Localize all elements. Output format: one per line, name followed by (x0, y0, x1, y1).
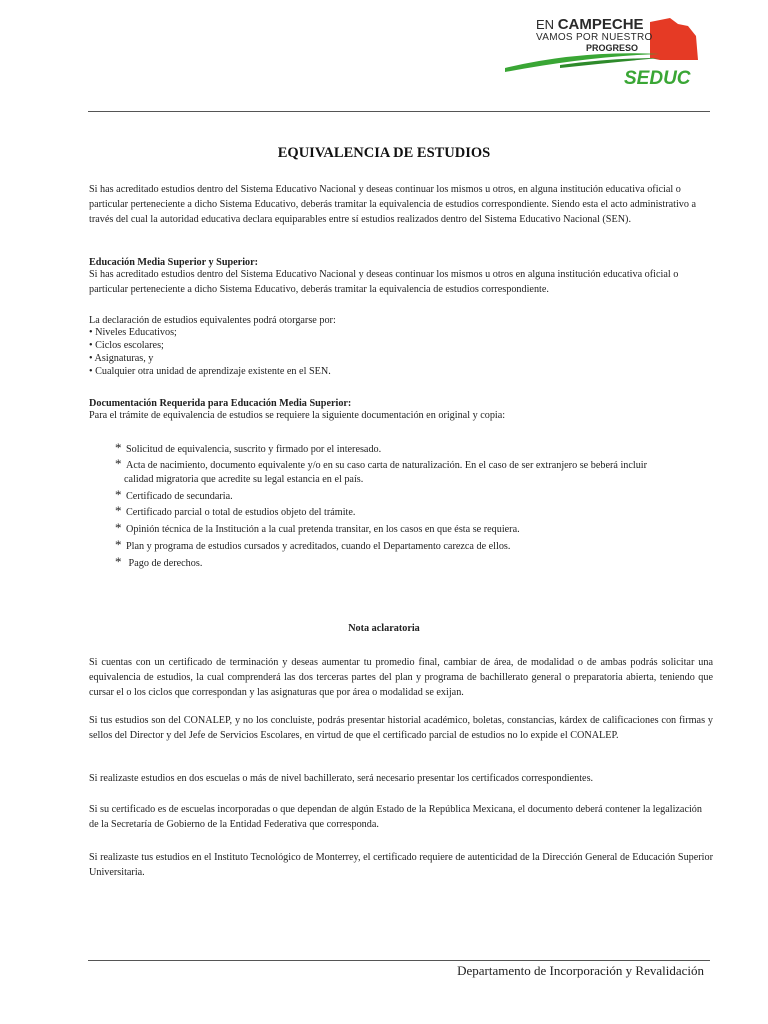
footer-divider (88, 960, 710, 961)
header-divider (88, 111, 710, 112)
asterisk-icon: * (115, 520, 122, 535)
nota-paragraph: Si realizaste tus estudios en el Instituto Tecnológico de Monterrey, el certificado requiere de autenticidad de la Dirección General de Educación Superior Universitaria. (89, 852, 713, 878)
nota-paragraph: Si cuentas con un certificado de terminación y deseas aumentar tu promedio final, cambiar de área, de modalidad o de ambas podrás solicitar una equivalencia de estudios, la cual comprenderá las dos terceras partes del plan y programa de bachillerato general o preparatoria abierta, teniendo que cursar el o los ciclos que correspondan y las asignaturas que por área o modalidad se exijan. (89, 657, 713, 698)
asterisk-icon: * (115, 554, 122, 569)
asterisk-icon: * (115, 456, 122, 471)
declaration-item: • Cualquier otra unidad de aprendizaje existente en el SEN. (89, 366, 331, 377)
list-item: * Acta de nacimiento, documento equivalente y/o en su caso carta de naturalización. En el caso de ser extranjero se beberá incluir (115, 456, 648, 471)
declaration-item: • Niveles Educativos; (89, 327, 177, 338)
list-item: * Plan y programa de estudios cursados y acreditados, cuando el Departamento carezca de ellos. (115, 537, 511, 552)
section1-text: Si has acreditado estudios dentro del Sistema Educativo Nacional y deseas continuar los mismos u otros en alguna institución educativa oficial o particular perteneciente a dicho Sistema Educativo, deberás tramitar la equivalencia de estudios correspondiente. (89, 269, 679, 295)
asterisk-icon: * (115, 487, 122, 502)
campeche-seduc-logo (500, 10, 715, 92)
nota-paragraph: Si realizaste estudios en dos escuelas o más de nivel bachillerato, será necesario presentar los certificados correspondientes. (89, 773, 594, 784)
list-item: * Certificado de secundaria. (115, 487, 233, 502)
asterisk-icon: * (115, 537, 122, 552)
list-item: * Opinión técnica de la Institución a la cual pretenda transitar, en los casos en que ésta se requiera. (115, 520, 520, 535)
asterisk-icon: * (115, 503, 122, 518)
logo-line3: PROGRESO (586, 43, 639, 53)
list-item-continuation: calidad migratoria que acredite su legal estancia en el país. (124, 474, 364, 485)
logo-line1: EN CAMPECHE (536, 16, 644, 33)
nota-paragraph: Si su certificado es de escuelas incorporadas o que dependan de algún Estado de la República Mexicana, el documento deberá contener la legalización de la Secretaría de Gobierno de la Entidad Federativa que corresponda. (89, 804, 702, 830)
declaration-item: • Ciclos escolares; (89, 340, 164, 351)
nota-paragraph: Si tus estudios son del CONALEP, y no los concluiste, podrás presentar historial académico, boletas, constancias, kárdex de calificaciones con firmas y sellos del Director y del Jefe de Servicios Escolares, en virtud de que el certificado parcial de estudios no lo expide el CONALEP. (89, 715, 713, 741)
list-item: * Certificado parcial o total de estudios objeto del trámite. (115, 503, 356, 518)
list-item: * Pago de derechos. (115, 554, 203, 569)
intro-paragraph: Si has acreditado estudios dentro del Sistema Educativo Nacional y deseas continuar los mismos u otros, en alguna institución educativa oficial o particular perteneciente a dicho Sistema Educativo, deberás tramitar la equivalencia de estudios correspondiente. Siendo esta el acto administrativo a través del cual la autoridad educativa declara equiparables entre sí estudios realizados dentro del Sistema Educativo Nacional (SEN). (89, 184, 697, 225)
declaration-item: • Asignaturas, y (89, 353, 154, 364)
footer-department: Departamento de Incorporación y Revalidación (457, 963, 704, 978)
state-shape-icon (650, 18, 698, 60)
nota-heading: Nota aclaratoria (348, 623, 420, 634)
declaration-lead: La declaración de estudios equivalentes podrá otorgarse por: (89, 315, 336, 326)
section2-heading: Documentación Requerida para Educación Media Superior: (89, 398, 352, 409)
page-title: EQUIVALENCIA DE ESTUDIOS (277, 145, 491, 161)
logo-line2: VAMOS POR NUESTRO (536, 32, 653, 43)
asterisk-icon: * (115, 440, 122, 455)
section1-heading: Educación Media Superior y Superior: (89, 257, 259, 268)
logo-seduc: SEDUC (624, 68, 691, 89)
section2-text: Para el trámite de equivalencia de estudios se requiere la siguiente documentación en original y copia: (89, 410, 506, 421)
list-item: * Solicitud de equivalencia, suscrito y firmado por el interesado. (115, 440, 382, 455)
